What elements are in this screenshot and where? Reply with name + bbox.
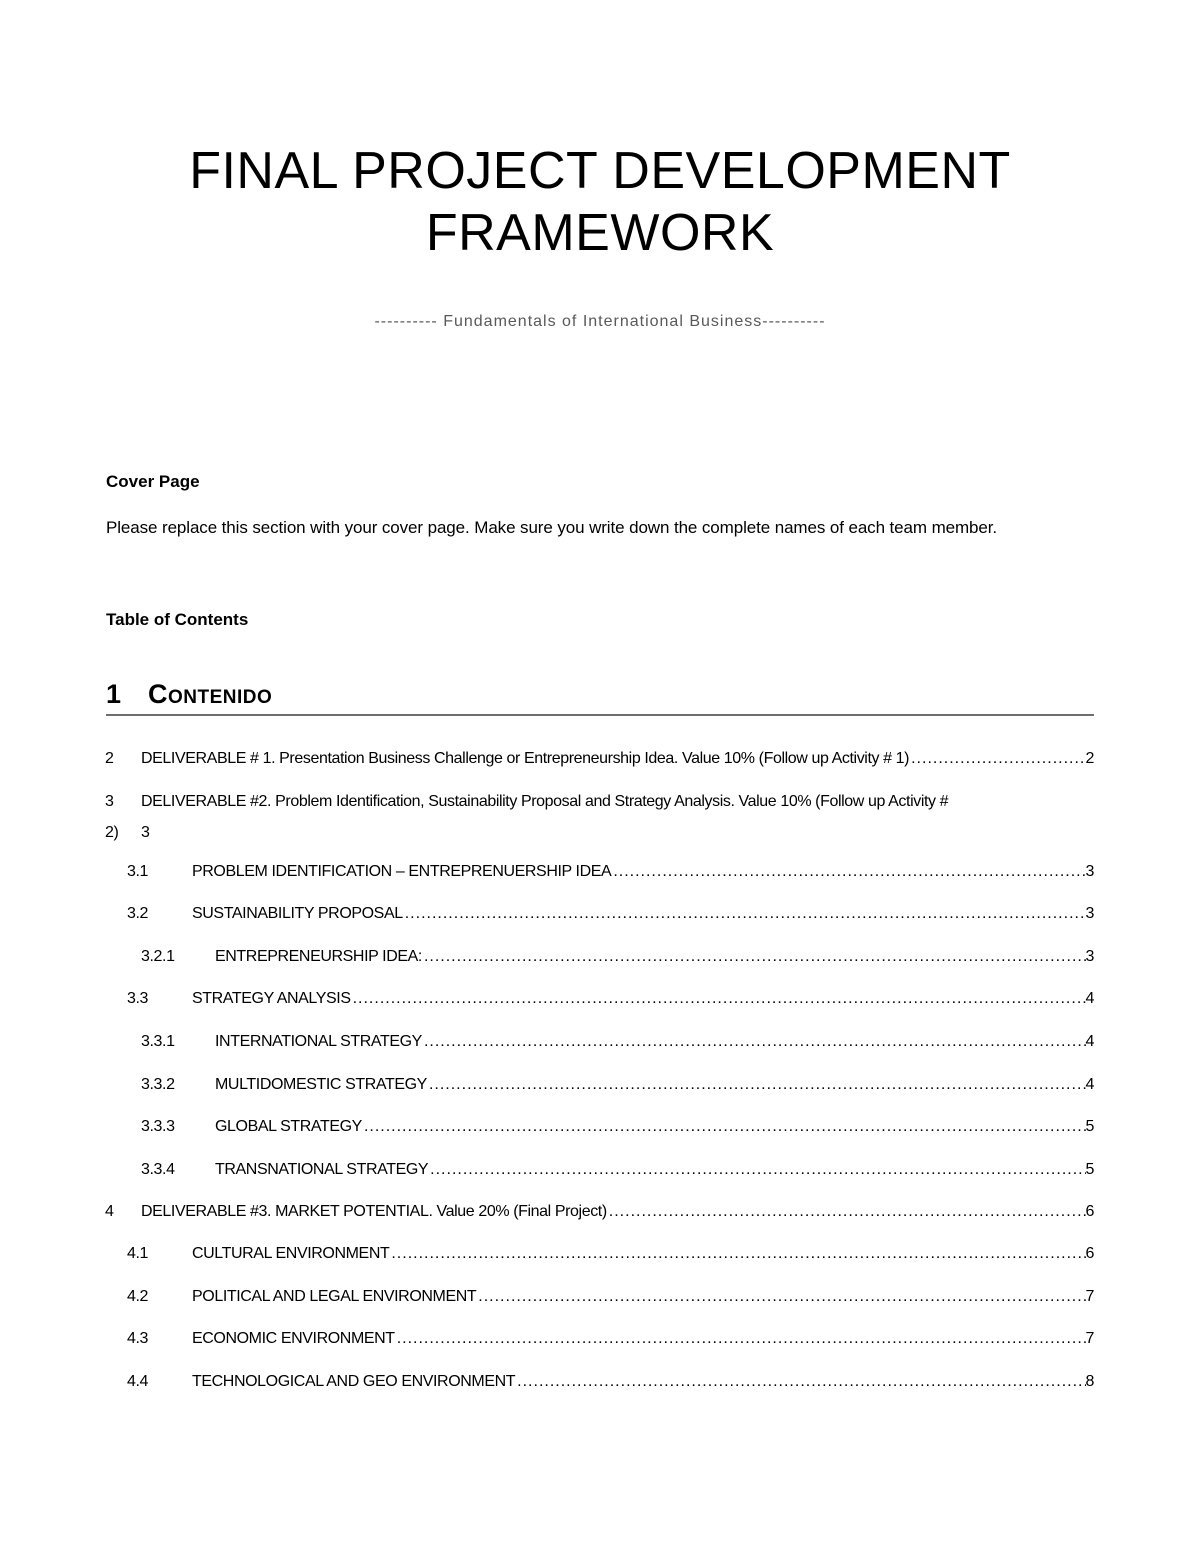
document-subtitle: ---------- Fundamentals of International Business---------- — [374, 313, 826, 330]
toc-entry[interactable] — [127, 1327, 1094, 1351]
toc-entry-text: TRANSNATIONAL STRATEGY — [215, 1161, 429, 1178]
toc-heading: Table of Contents — [106, 610, 249, 629]
toc-entry-page: 2 — [1085, 750, 1094, 767]
title-line-1: FINAL PROJECT DEVELOPMENT — [189, 142, 1011, 200]
toc-leader-dots — [424, 945, 1086, 969]
toc-entry-number: 3.1 — [127, 863, 149, 880]
toc-entry-text: CULTURAL ENVIRONMENT — [192, 1245, 390, 1262]
toc-entry-text: STRATEGY ANALYSIS — [192, 990, 351, 1007]
cover-page-heading: Cover Page — [106, 472, 200, 491]
toc-entry[interactable] — [141, 1073, 1094, 1097]
toc-entry-number: 3.2.1 — [141, 948, 175, 965]
toc-entry-number: 3.2 — [127, 905, 149, 922]
toc-entry-number: 2 — [105, 750, 114, 767]
toc-entry-number: 4 — [105, 1203, 114, 1220]
toc-entry[interactable] — [127, 1285, 1094, 1309]
toc-entry-page: 3 — [1085, 905, 1094, 922]
toc-entry-page: 4 — [1085, 1033, 1094, 1050]
toc-entry-text: PROBLEM IDENTIFICATION – ENTREPRENUERSHIP IDEA — [192, 863, 612, 880]
toc-entry-number: 3.3.4 — [141, 1161, 175, 1178]
toc-entry-number: 3.3.1 — [141, 1033, 175, 1050]
toc-leader-dots — [405, 902, 1086, 926]
toc-entry[interactable] — [127, 860, 1094, 884]
toc-entry-page: 7 — [1085, 1288, 1094, 1305]
toc-entry-page: 4 — [1085, 990, 1094, 1007]
toc-entry-page: 5 — [1085, 1161, 1094, 1178]
toc-entry-page: 6 — [1085, 1203, 1094, 1220]
toc-leader-dots — [391, 1242, 1085, 1266]
toc-entry[interactable] — [105, 1200, 1094, 1224]
toc-entry-text: DELIVERABLE # 1. Presentation Business Challenge or Entrepreneurship Idea. Value 10% (Follow up Activity # 1) — [141, 750, 910, 767]
toc-entry-number: 4.1 — [127, 1245, 149, 1262]
toc-entry[interactable] — [141, 945, 1094, 969]
toc-entry[interactable] — [127, 987, 1094, 1011]
toc-entry[interactable] — [105, 747, 1094, 771]
toc-entry-text: POLITICAL AND LEGAL ENVIRONMENT — [192, 1288, 477, 1305]
toc-entry-text-continued: 2) — [105, 824, 119, 841]
toc-entry[interactable] — [127, 1242, 1094, 1266]
toc-entry-text: MULTIDOMESTIC STRATEGY — [215, 1076, 427, 1093]
toc-entry-text: GLOBAL STRATEGY — [215, 1118, 362, 1135]
toc-entry-text: TECHNOLOGICAL AND GEO ENVIRONMENT — [192, 1373, 516, 1390]
toc-leader-dots — [364, 1115, 1086, 1139]
cover-page-instructions: Please replace this section with your cover page. Make sure you write down the complete names of each team member. — [106, 518, 997, 537]
toc-entry-number: 4.2 — [127, 1288, 149, 1305]
toc-entry-number: 3.3.3 — [141, 1118, 175, 1135]
toc-entry[interactable] — [141, 1115, 1094, 1139]
toc-title-number: 1 — [106, 679, 122, 709]
toc-leader-dots — [613, 860, 1085, 884]
toc-title-heading — [106, 676, 1094, 716]
toc-entry[interactable] — [127, 902, 1094, 926]
toc-entry-page: 4 — [1085, 1076, 1094, 1093]
toc-entry-text: DELIVERABLE #3. MARKET POTENTIAL. Value 20% (Final Project) — [141, 1203, 607, 1220]
toc-leader-dots — [609, 1200, 1086, 1224]
toc-entry-page: 8 — [1085, 1373, 1094, 1390]
title-line-2: FRAMEWORK — [425, 204, 775, 262]
toc-leader-dots — [430, 1158, 1085, 1182]
toc-entry[interactable] — [105, 790, 1094, 845]
toc-entry-text: ECONOMIC ENVIRONMENT — [192, 1330, 395, 1347]
toc-entry-text: SUSTAINABILITY PROPOSAL — [192, 905, 403, 922]
toc-leader-dots — [429, 1073, 1086, 1097]
toc-entry-page: 3 — [1085, 863, 1094, 880]
toc-leader-dots — [397, 1327, 1086, 1351]
toc-entry-text: DELIVERABLE #2. Problem Identification, Sustainability Proposal and Strategy Analysis. Value 10% (Follow up Activity # — [141, 793, 949, 810]
toc-entry[interactable] — [141, 1158, 1094, 1182]
toc-entry-text: ENTREPRENEURSHIP IDEA: — [215, 948, 422, 965]
toc-title-text: Contenido — [148, 679, 273, 709]
toc-entry[interactable] — [141, 1030, 1094, 1054]
toc-leader-dots — [424, 1030, 1086, 1054]
toc-entry-number: 4.3 — [127, 1330, 149, 1347]
toc-entry-number: 4.4 — [127, 1373, 149, 1390]
toc-entry-number: 3.3.2 — [141, 1076, 175, 1093]
document-title — [0, 140, 1200, 264]
toc-entry-text: INTERNATIONAL STRATEGY — [215, 1033, 422, 1050]
toc-entry-page: 6 — [1085, 1245, 1094, 1262]
toc-leader-dots — [517, 1370, 1085, 1394]
toc-entry-page: 5 — [1085, 1118, 1094, 1135]
toc-entry-page: 3 — [1085, 948, 1094, 965]
toc-leader-dots — [353, 987, 1086, 1011]
toc-entry-number: 3 — [105, 793, 114, 810]
toc-entry-number: 3.3 — [127, 990, 149, 1007]
toc-leader-dots — [478, 1285, 1085, 1309]
toc-entry-page: 3 — [141, 824, 150, 841]
toc-entry-page: 7 — [1085, 1330, 1094, 1347]
toc-entry[interactable] — [127, 1370, 1094, 1394]
toc-leader-dots — [911, 747, 1085, 771]
